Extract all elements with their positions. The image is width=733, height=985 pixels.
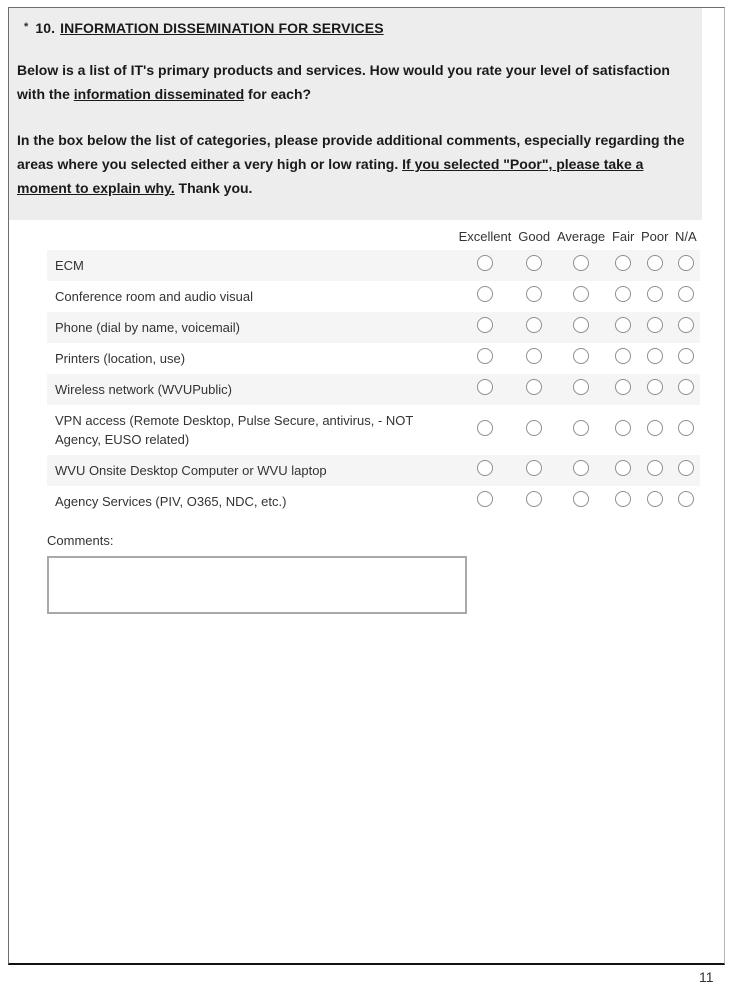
service-label: Phone (dial by name, voicemail) xyxy=(55,320,240,335)
rating-cell xyxy=(515,374,554,405)
rating-cell xyxy=(672,405,700,455)
rating-cell xyxy=(609,455,638,486)
rating-column-header: Average xyxy=(556,229,606,244)
radio-button[interactable] xyxy=(647,255,663,271)
radio-button[interactable] xyxy=(647,491,663,507)
rating-cell xyxy=(553,455,608,486)
radio-button[interactable] xyxy=(678,491,694,507)
rating-column-header: Poor xyxy=(640,229,669,244)
rating-cell xyxy=(672,281,700,312)
service-label: Conference room and audio visual xyxy=(55,289,254,304)
radio-button[interactable] xyxy=(573,420,589,436)
radio-button[interactable] xyxy=(615,286,631,302)
rating-column-header: Fair xyxy=(611,229,635,244)
radio-button[interactable] xyxy=(678,286,694,302)
radio-button[interactable] xyxy=(477,348,493,364)
table-row xyxy=(47,486,700,517)
rating-cell xyxy=(672,312,700,343)
required-asterisk-icon: * xyxy=(24,21,29,33)
rating-cell xyxy=(553,281,608,312)
radio-button[interactable] xyxy=(477,286,493,302)
service-label: Agency Services (PIV, O365, NDC, etc.) xyxy=(55,494,287,509)
radio-button[interactable] xyxy=(678,460,694,476)
table-row xyxy=(47,455,700,486)
rating-cell xyxy=(455,281,515,312)
radio-button[interactable] xyxy=(526,379,542,395)
radio-button[interactable] xyxy=(647,317,663,333)
intro-underlined-text: information disseminated xyxy=(73,86,245,102)
rating-cell xyxy=(672,250,700,281)
rating-cell xyxy=(609,343,638,374)
comments-section xyxy=(47,533,724,614)
comments-label: Comments: xyxy=(47,533,114,548)
rating-cell xyxy=(553,405,608,455)
table-row xyxy=(47,250,700,281)
rating-cell xyxy=(515,343,554,374)
radio-button[interactable] xyxy=(678,379,694,395)
question-intro xyxy=(17,58,701,106)
service-label: Printers (location, use) xyxy=(55,351,186,366)
radio-button[interactable] xyxy=(573,491,589,507)
question-title-text: INFORMATION DISSEMINATION FOR SERVICES xyxy=(60,20,384,36)
rating-cell xyxy=(638,405,672,455)
radio-button[interactable] xyxy=(647,420,663,436)
rating-cell xyxy=(553,486,608,517)
instructions-text-tail: Thank you. xyxy=(174,180,253,196)
radio-button[interactable] xyxy=(477,255,493,271)
rating-cell xyxy=(638,281,672,312)
rating-cell xyxy=(553,312,608,343)
radio-button[interactable] xyxy=(647,460,663,476)
page-number: 11 xyxy=(699,969,714,985)
radio-button[interactable] xyxy=(573,286,589,302)
rating-cell xyxy=(672,343,700,374)
rating-cell xyxy=(609,405,638,455)
table-row xyxy=(47,405,700,455)
radio-button[interactable] xyxy=(647,286,663,302)
rating-cell xyxy=(455,486,515,517)
table-row xyxy=(47,343,700,374)
rating-cell xyxy=(672,374,700,405)
instructions-underlined-text: If you selected "Poor", please take a moment to explain why. xyxy=(17,156,644,196)
radio-button[interactable] xyxy=(615,348,631,364)
rating-cell xyxy=(638,250,672,281)
rating-cell xyxy=(609,486,638,517)
radio-button[interactable] xyxy=(615,420,631,436)
radio-button[interactable] xyxy=(678,317,694,333)
service-label: ECM xyxy=(55,258,84,273)
service-label: WVU Onsite Desktop Computer or WVU laptop xyxy=(55,463,327,478)
ratings-table-body xyxy=(47,250,700,517)
radio-button[interactable] xyxy=(526,286,542,302)
radio-button[interactable] xyxy=(615,317,631,333)
empty-header-cell xyxy=(47,222,455,250)
rating-cell xyxy=(455,374,515,405)
radio-button[interactable] xyxy=(526,460,542,476)
rating-cell xyxy=(638,486,672,517)
radio-button[interactable] xyxy=(477,379,493,395)
radio-button[interactable] xyxy=(678,255,694,271)
rating-cell xyxy=(638,343,672,374)
rating-cell xyxy=(553,250,608,281)
rating-cell xyxy=(455,455,515,486)
rating-cell xyxy=(609,250,638,281)
radio-button[interactable] xyxy=(647,379,663,395)
radio-button[interactable] xyxy=(477,460,493,476)
question-band xyxy=(9,8,702,220)
service-label: VPN access (Remote Desktop, Pulse Secure, antivirus, - NOT Agency, EUSO related) xyxy=(55,413,414,447)
rating-cell xyxy=(553,374,608,405)
radio-button[interactable] xyxy=(526,317,542,333)
intro-text: Below is a list of IT's primary products and services. How would you rate your level of satisfaction with the xyxy=(17,62,670,102)
ratings-header-row xyxy=(47,222,700,250)
radio-button[interactable] xyxy=(526,348,542,364)
rating-cell xyxy=(515,405,554,455)
rating-cell xyxy=(638,374,672,405)
radio-button[interactable] xyxy=(477,491,493,507)
ratings-table xyxy=(47,222,700,517)
table-row xyxy=(47,281,700,312)
radio-button[interactable] xyxy=(573,348,589,364)
rating-cell xyxy=(672,486,700,517)
radio-button[interactable] xyxy=(615,460,631,476)
rating-cell xyxy=(553,343,608,374)
rating-cell xyxy=(455,343,515,374)
radio-button[interactable] xyxy=(573,460,589,476)
rating-cell xyxy=(609,281,638,312)
rating-column-header: N/A xyxy=(675,229,697,244)
radio-button[interactable] xyxy=(615,255,631,271)
radio-button[interactable] xyxy=(647,348,663,364)
rating-column-header: Good xyxy=(518,229,551,244)
radio-button[interactable] xyxy=(526,255,542,271)
rating-cell xyxy=(609,312,638,343)
question-instructions xyxy=(17,128,701,200)
question-title xyxy=(17,20,702,36)
rating-cell xyxy=(515,312,554,343)
rating-cell xyxy=(515,250,554,281)
rating-cell xyxy=(638,312,672,343)
comments-input[interactable] xyxy=(47,556,467,614)
radio-button[interactable] xyxy=(526,420,542,436)
rating-cell xyxy=(455,250,515,281)
rating-cell xyxy=(638,455,672,486)
rating-cell xyxy=(515,281,554,312)
rating-cell xyxy=(515,455,554,486)
radio-button[interactable] xyxy=(526,491,542,507)
radio-button[interactable] xyxy=(573,255,589,271)
rating-column-header: Excellent xyxy=(458,229,512,244)
rating-cell xyxy=(455,312,515,343)
rating-cell xyxy=(609,374,638,405)
rating-cell xyxy=(515,486,554,517)
service-label: Wireless network (WVUPublic) xyxy=(55,382,232,397)
radio-button[interactable] xyxy=(573,317,589,333)
radio-button[interactable] xyxy=(615,379,631,395)
radio-button[interactable] xyxy=(678,420,694,436)
rating-cell xyxy=(455,405,515,455)
instructions-text: In the box below the list of categories, please provide additional comments, especially regarding the areas where you selected either a very high or low rating. xyxy=(17,132,685,172)
ratings-table-header xyxy=(47,222,700,250)
radio-button[interactable] xyxy=(573,379,589,395)
intro-text-tail: for each? xyxy=(244,86,312,102)
table-row xyxy=(47,374,700,405)
radio-button[interactable] xyxy=(477,317,493,333)
radio-button[interactable] xyxy=(477,420,493,436)
radio-button[interactable] xyxy=(678,348,694,364)
radio-button[interactable] xyxy=(615,491,631,507)
rating-cell xyxy=(672,455,700,486)
table-row xyxy=(47,312,700,343)
survey-page xyxy=(8,7,725,965)
question-number: 10. xyxy=(35,20,56,36)
